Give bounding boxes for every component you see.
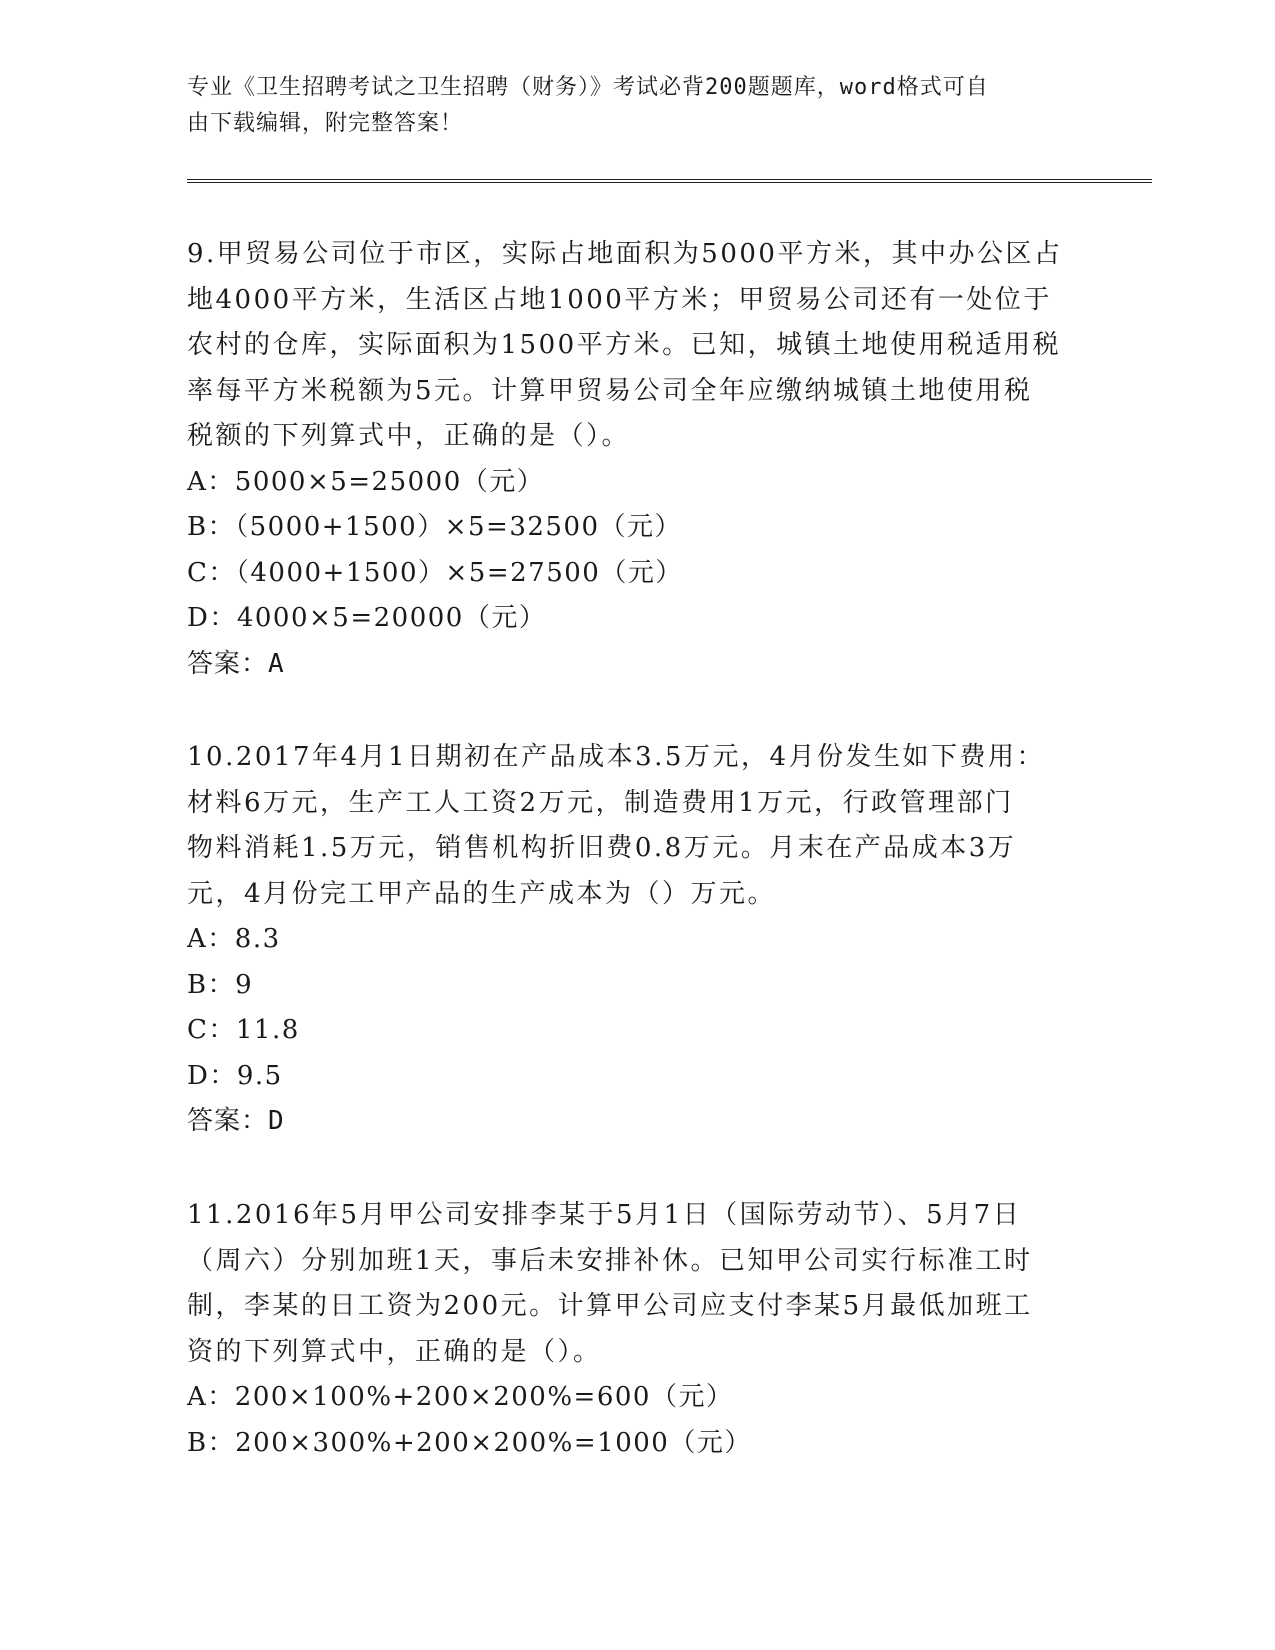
question-text-line: 材料6万元，生产工人工资2万元，制造费用1万元，行政管理部门 bbox=[187, 787, 1014, 818]
option-b: B：9 bbox=[187, 969, 254, 1000]
question-text-line: 农村的仓库，实际面积为1500平方米。已知，城镇土地使用税适用税 bbox=[187, 330, 1062, 360]
answer-line: 答案：D bbox=[187, 1106, 285, 1136]
option-b: B：200×300%+200×200%=1000（元） bbox=[187, 1427, 752, 1458]
question-11 bbox=[187, 1193, 1082, 1466]
header-line-1: 专业《卫生招聘考试之卫生招聘（财务）》考试必背200题题库，word格式可自 bbox=[187, 75, 989, 100]
question-text-line: 10.2017年4月1日期初在产品成本3.5万元，4月份发生如下费用： bbox=[187, 742, 1045, 772]
option-d: D：9.5 bbox=[187, 1060, 283, 1091]
option-c: C：11.8 bbox=[187, 1015, 300, 1045]
header-line-2: 由下载编辑，附完整答案！ bbox=[187, 111, 464, 136]
option-b: B：（5000+1500）×5=32500（元） bbox=[187, 512, 683, 542]
option-c: C：（4000+1500）×5=27500（元） bbox=[187, 557, 683, 588]
question-text-line: 税额的下列算式中，正确的是（）。 bbox=[187, 421, 631, 451]
question-text-line: 物料消耗1.5万元，销售机构折旧费0.8万元。月末在产品成本3万 bbox=[187, 833, 1017, 863]
question-text-line: （周六）分别加班1天，事后未安排补休。已知甲公司实行标准工时 bbox=[187, 1245, 1033, 1276]
option-d: D：4000×5=20000（元） bbox=[187, 603, 547, 633]
header-divider bbox=[187, 179, 1152, 183]
question-text-line: 元，4月份完工甲产品的生产成本为（）万元。 bbox=[187, 878, 777, 909]
question-text-line: 资的下列算式中，正确的是（）。 bbox=[187, 1336, 602, 1367]
question-9 bbox=[187, 232, 1082, 687]
option-a: A：200×100%+200×200%=600（元） bbox=[187, 1382, 734, 1412]
question-text-line: 率每平方米税额为5元。计算甲贸易公司全年应缴纳城镇土地使用税 bbox=[187, 375, 1033, 406]
question-text-line: 制，李某的日工资为200元。计算甲公司应支付李某5月最低加班工 bbox=[187, 1291, 1033, 1321]
question-10 bbox=[187, 735, 1082, 1145]
answer-line: 答案：A bbox=[187, 648, 285, 679]
question-text-line: 11.2016年5月甲公司安排李某于5月1日（国际劳动节）、5月7日 bbox=[187, 1200, 1022, 1230]
question-text-line: 9.甲贸易公司位于市区，实际占地面积为5000平方米，其中办公区占 bbox=[187, 239, 1063, 269]
document-header bbox=[187, 70, 1067, 142]
question-text-line: 地4000平方米，生活区占地1000平方米；甲贸易公司还有一处位于 bbox=[187, 284, 1052, 315]
option-a: A：8.3 bbox=[187, 924, 281, 954]
option-a: A：5000×5=25000（元） bbox=[187, 466, 545, 497]
